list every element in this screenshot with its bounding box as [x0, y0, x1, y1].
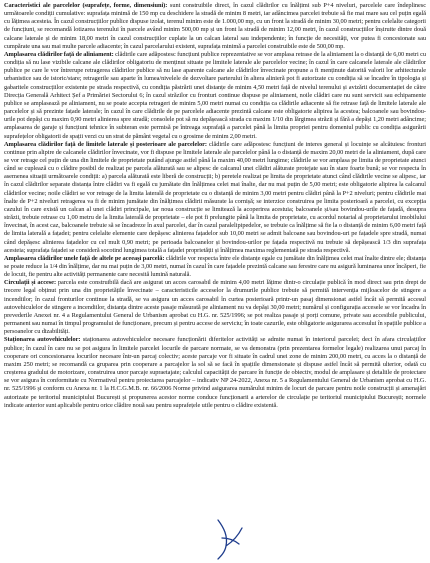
paragraph-lateral-limits: [4, 141, 426, 255]
paragraph-parking: [4, 336, 426, 409]
text-circulation: parcela este construibilă dacă are asigurat un acces carosabil de minim 4,00 metri lățime dintr-o circulație publică în mod direct sau prin drept de trecere legal obținut prin una din proprietățile învecinate – caracteristicile acceselor la drumurile publice trebuie să permită intervenția mijloacelor de stingere a incendiilor; în cazul fronturilor continue la stradă, se va asigura un acces carosabil în curtea posterioară printr-un pasaj dimensionat astfel încât să permită accesul autovehiculelor de stingere a incendiilor, distanța dintre aceste pasaje măsurată pe aliniament nu va depăși 30,00 metri; numărul și configurația accesele se vor încadra în prevederile Anexei nr. 4 a Regulamentului General de Urbanism aprobat cu H.G. nr. 525/1996; se pot realiza pasaje și porți comune, private sau accesibile publicului, permanent sau numai în timpul programului de funcționare, precum și pentru accese de serviciu; în toate cazurile, este obligatorie asigurarea accesului în spațiile publice a persoanelor cu dizabilități.: [4, 279, 426, 336]
heading-parcel-characteristics: Caracteristici ale parcelelor (suprafețe, forme, dimensiuni):: [4, 2, 168, 9]
heading-alignment: Amplasarea clădirilor față de aliniament:: [4, 50, 114, 58]
text-alignment: clădirile care adăpostesc funcțiuni publice reprezentative se vor amplasa retrase de la aliniament la o distanță de 6,00 metri cu condiția să nu lase vizibile calcane ale clădirilor obligatoriu de menținut situate pe limitele laterale ale parcelelor vecine; în cazul în care calcanele laterale ale clădirilor publice pe care le vor întrerupe retragerea clădirilor publice să nu lase aparente calcane ale clădirilor învecinate propune a fi menținute datorită valorii lor arhitecturale urbanistice sau de istoric/stare; retragerile sau aparte în lumea/nivelele de dezvoltare parterului în altera alinieră pot fi autorizate cu condiția să se încadre în tipologia și gabaritele construcțiilor existente pe strada respectivă, cu condiția păstrării unei distanțe de minim 4,50 metri față de nivelul terenului și avizării documentației de către Direcția Generală Arhitect Șef a Primăriei Sectorului 6; în cazul străzilor cu fronturi continue dispuse pe aliniament, noile clădiri care nu sunt servicii sau echipamente publice se amplasează pe aliniament, nu se poate accepta retrageri de minim 5,00 metri numai cu condiția ca clădirile adiacente să fie retrase față de limitele laterale ale parcelelor și să prezinte fațade laterale; în cazul în care clădirile de pe parcelele adiacente prezintă calcane este obligatorie alipirea la acestea; balcoanele sau bovindou-urile pot depăși cu maxim 0,90 metri alinierea spre stradă; consolele pot să nu depășească strada cu maxim 1/10 din lărgimea străzii și fără a depăși 1,20 metri adâncime; amplasarea de garaje și funcțiuni tehnice în subteran este permisă pe întreaga suprafață a parcelei până la limita propriei pentru domeniul public cu condiția asigurării suprafețelor obligatorii de spații verzi cu un strat de pământ vegetal cu o grosime de minim 2,00 metri.: [4, 50, 426, 140]
paragraph-parcel-characteristics: [4, 2, 426, 51]
paragraph-circulation: [4, 279, 426, 336]
text-same-parcel: clădirile vor respecta între ele distanțe egale cu jumătate din înălțimea celei mai înalte dintre ele; distanța se poate reduce la 1/4 din înălțime, dar nu mai puțin de 3,00 metri, numai în cazul în care fațadele prezintă calcane sau ferestre care nu asigură luminarea unor încăperi, fie de locuit, fie pentru alte activități permanente care necesită lumină naturală.: [4, 254, 426, 279]
signature-mark: [212, 516, 246, 562]
heading-same-parcel: Amplasarea clădirilor unele față de altele pe aceeași parcelă:: [4, 254, 165, 262]
heading-circulation: Circulații și accese:: [4, 279, 57, 287]
text-parcel-characteristics: sunt construibile direct, în cazul clădirilor cu înălțimi sub P+4 niveluri, parcelele care îndeplinesc următoarele condiții cumulative: suprafața minimă de 150 mp cu deschidere la stradă de minim 8 metri, iar adâncimea parcelei trebuie să fie mai mare sau cel puțin egală cu lățimea acesteia. În cazul construcțiilor publice dispuse izolat, terenul minim este de 1.000,00 mp, cu un front la stradă de minim 30,00 metri; pentru celelalte categorii de funcțiuni, se recomandă lotizarea terenului în parcele având minim 500,00 mp și un front la stradă de minim 12,00 metri, în cazul construcțiilor înșiruite dintre două calcane laterale și de minim 18,00 metri în cazul construcțiilor cuplate la un calcan lateral sau independente; în funcție de necesități, vor putea fi concesionate sau cumpărate una sau mai multe parcele adiacente; în cazul parcelarului existent, suprafața minimă a parcelei construibile este de 500,00 mp.: [4, 2, 426, 50]
heading-parking: Staționarea autovehiculelor:: [4, 336, 81, 344]
paragraph-same-parcel: [4, 255, 426, 279]
text-lateral-limits: clădirile care adăpostesc funcțiuni de interes general și locuințe se alcătuiesc fronturi continue prin alipire de calcanele clădirilor învecinate, vor fi dispuse pe limitele laterale ale parcelelor până la o distanță de maxim 20,00 metri de la aliniament, după care se vor retrage cel puțin de una din limitele de proprietate putând ajunge astfel până la maxim 40,00 metri lungime; clădirile se vor amplasa pe limita de proprietate atunci când se cuplează cu o clădire posibil de realizat pe parcela alăturată sau se alipesc de calcanul unei clădiri alăturate protejate sau în stare foarte bună; se vor respecta în asemenea situații următoarele condiții: a) parcela alăturată este liberă de construcții; b) peretele realizat pe limita de proprietate atunci când clădirile vecine se alipesc, iar în cazul clădirilor separate distanța între clădiri va fi egală cu jumătate din înălțimea celei mai înalte, dar nu mai puțin de 5,00 metri; este obligatorie alipirea la calcanul clădirilor vecine; noile clădiri se vor retrage de la limita laterală de proprietate cu o distanță de minim 3,00 metri pentru clădiri până la P+2 niveluri; pentru clădirile mai înalte de P+2 niveluri retragerea va fi de minim jumătate din înălțimea clădirii măsurate la cornișă; se interzice construirea pe limita posterioară a parcelei, cu excepția cazului în care există un calcan al unei clădiri principale, iar noua construcție se limitează la acoperirea acestuia; balcoanele și/sau bovindou-urile de fațadă, desupra străzii, trebuie retrase cu 1,00 metru de la limita laterală de proprietate – ele pot fi prelungite până la limita de proprietate, cu acordul notarial al proprietarului imobilului învecinat, în acest caz, balcoanele trebuie să se încadreze în axul parcelei, dar în cazul paralelipipedelor, se trebuie ca înălțime să fie la o distanță de minim 6,00 metri față de limita laterală a fațadei; pentru celelalte elemente care depășesc alinierea fațadelor sub 10,00 metri se admit balcoane sau bovindou-uri pe fațadele spre stradă, numai când depășesc alinierea fațadelor cu cel mult 0,90 metri; pe perioada balcoanelor și bovindou-urilor pe fațada respectivă nu trebuie să depășească 1/3 din suprafața acesteia; suprafața fațadei se consideră socotind lungimea totală a fațadei proprietății și înălțimea maxima reglementată pe strada respectivă.: [4, 140, 426, 254]
heading-lateral-limits: Amplasarea clădirilor față de limitele laterale și posterioare ale parcelelor:: [4, 140, 207, 148]
paragraph-alignment: [4, 51, 426, 141]
text-parking: staționarea autovehiculelor necesare funcționării diferitelor activități se admite numai în interiorul parcelei; deci în afara circulațiilor publice; în cazul în care nu se pot asigura în limitele parcelei locurile de parcare normate, se va demonstra (prin prezentarea formelor legale) realizarea unui parcaj în cooperare ori concesionarea locurilor necesare într-un parcaj colectiv; aceste parcaje vor fi situate în cadrul unei zone de minim 200,00 metri, cu acces la o distanță de maxim 250 metri; se recomandă ca gruparea prin cooperare a parcajelor la sol să se facă în spațiile dimensionate și dispuse astfel încât să permită ulterior, odată cu creșterea gradului de motorizare, construirea unor parcaje supraetajate; calculul capacității de parcare în funcție de obiectiv, modul de amplasare și detaliile de proiectare se vor asigura în conformitate cu Normativul pentru proiectarea parcajelor – indicativ NP 24-2022, Anexa nr. 5 a Regulamentului General de Urbanism aprobat cu H.G. nr. 525/1996 și conform cu Anexa nr. 1 la H.C.G.M.B. nr. 66/2006 Norme privind asigurarea numărului minim de locuri de parcare pentru noile construcții și amenajări autorizate pe teritoriul municipiului București și propunerea acestor norme conduce funcționarii a arterelor de circulație pe teritoriul municipiului București; normele indicate anterior sunt aplicabile pentru orice clădire nouă sau pentru suprafețele utile pentru o clădire existentă.: [4, 336, 426, 409]
